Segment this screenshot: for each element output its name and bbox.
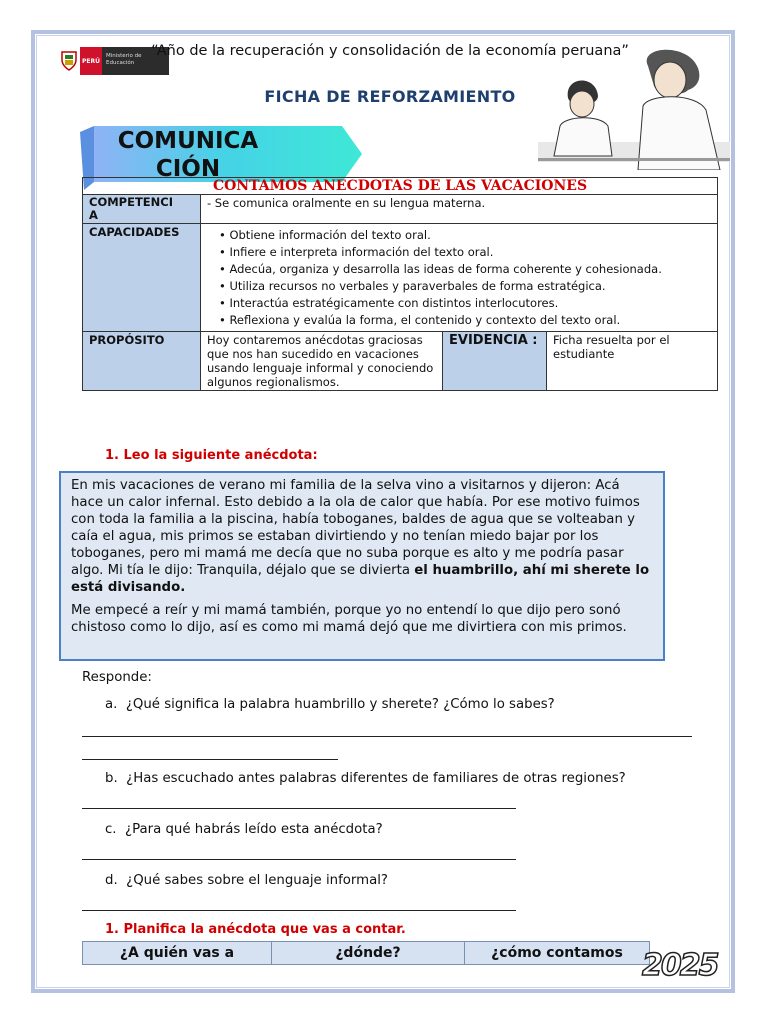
question-c <box>105 822 383 837</box>
answer-line[interactable] <box>82 808 516 809</box>
logo-ministry: Ministerio de Educación <box>102 47 169 75</box>
proposito-value: Hoy contaremos anécdotas graciosas que nos han sucedido en vacaciones usando lenguaje informal y conociendo algunos regionalismos. <box>201 332 443 391</box>
competencia-label: COMPETENCI A <box>83 195 201 224</box>
banner-title <box>98 127 278 183</box>
section-1-heading <box>105 448 318 463</box>
plan-col-donde: ¿dónde? <box>272 942 465 965</box>
plan-col-como: ¿cómo contamos <box>465 942 650 965</box>
logo-country: PERÚ <box>80 47 102 75</box>
capacidad-item: • Infiere e interpreta información del texto oral. <box>219 245 711 259</box>
question-text: ¿Qué significa la palabra huambrillo y sherete? ¿Cómo lo sabes? <box>125 697 555 712</box>
plan-col-quien: ¿A quién vas a <box>83 942 272 965</box>
question-letter: a. <box>105 697 118 712</box>
anecdote-box <box>59 471 665 661</box>
question-d <box>105 873 388 888</box>
evidencia-label: EVIDENCIA : <box>443 332 547 391</box>
capacidades-label: CAPACIDADES <box>83 224 201 332</box>
year-stamp: 2025 <box>642 948 718 983</box>
year-title: “Año de la recuperación y consolidación de la economía peruana” <box>151 43 629 59</box>
capacidades-list <box>207 228 711 327</box>
answer-line[interactable] <box>82 859 516 860</box>
ficha-title: FICHA DE REFORZAMIENTO <box>264 87 516 106</box>
capacidad-item: • Adecúa, organiza y desarrolla las ideas de forma coherente y cohesionada. <box>219 262 711 276</box>
section-2-number: 1. <box>105 922 119 937</box>
question-letter: c. <box>105 822 117 837</box>
competencia-value: - Se comunica oralmente en su lengua materna. <box>201 195 718 224</box>
peru-shield-icon <box>58 47 80 75</box>
banner-line-1: COMUNICA <box>117 128 259 154</box>
mother-daughter-illustration <box>538 46 730 170</box>
evidencia-value: Ficha resuelta por el estudiante <box>547 332 718 391</box>
capacidad-item: • Obtiene información del texto oral. <box>219 228 711 242</box>
question-letter: d. <box>105 873 118 888</box>
anecdote-bold-phrase: el huambrillo, ahí mi sherete lo está divisando. <box>71 563 650 595</box>
question-text: ¿Qué sabes sobre el lenguaje informal? <box>126 873 388 888</box>
section-2-title: Planifica la anécdota que vas a contar. <box>123 922 406 937</box>
section-2-heading <box>105 922 406 937</box>
proposito-label: PROPÓSITO <box>83 332 201 391</box>
question-b <box>105 771 626 786</box>
anecdote-text: En mis vacaciones de verano mi familia de la selva vino a visitarnos y dijeron: Acá hace un calor infernal. Esto debido a la ola de calor que había. Por ese motivo fuimos con toda la familia a la piscina, había toboganes, baldes de agua que se volteaban y caía el agua, mis primos se estaban divirtiendo y no tenían miedo bajar por los toboganes, pero mi mamá me decía que no suba porque es alto y me podría pasar algo. Mi tía le dijo: Tranquila, déjalo que se divierta <box>71 478 640 578</box>
anecdote-paragraph-2: Me empecé a reír y mi mamá también, porque yo no entendí lo que dijo pero sonó chistoso como lo dijo, así es como mi mamá dejó que me divirtiera con mis primos. <box>71 603 627 635</box>
capacidades-cell <box>201 224 718 332</box>
question-text: ¿Has escuchado antes palabras diferentes de familiares de otras regiones? <box>126 771 626 786</box>
activity-title: CONTAMOS ANECDOTAS DE LAS VACACIONES <box>83 178 718 195</box>
question-text: ¿Para qué habrás leído esta anécdota? <box>125 822 383 837</box>
answer-line[interactable] <box>82 736 692 737</box>
section-1-number: 1. <box>105 448 119 463</box>
banner-line-2: CIÓN <box>155 156 221 182</box>
anecdote-paragraph-1 <box>71 477 653 596</box>
plan-table <box>82 941 650 965</box>
question-a <box>105 697 555 712</box>
question-letter: b. <box>105 771 118 786</box>
capacidad-item: • Utiliza recursos no verbales y paraverbales de forma estratégica. <box>219 279 711 293</box>
answer-line[interactable] <box>82 910 516 911</box>
responde-label: Responde: <box>82 670 152 685</box>
section-1-title: Leo la siguiente anécdota: <box>123 448 318 463</box>
info-table <box>82 177 718 391</box>
answer-line[interactable] <box>82 759 338 760</box>
capacidad-item: • Reflexiona y evalúa la forma, el contenido y contexto del texto oral. <box>219 313 711 327</box>
capacidad-item: • Interactúa estratégicamente con distintos interlocutores. <box>219 296 711 310</box>
